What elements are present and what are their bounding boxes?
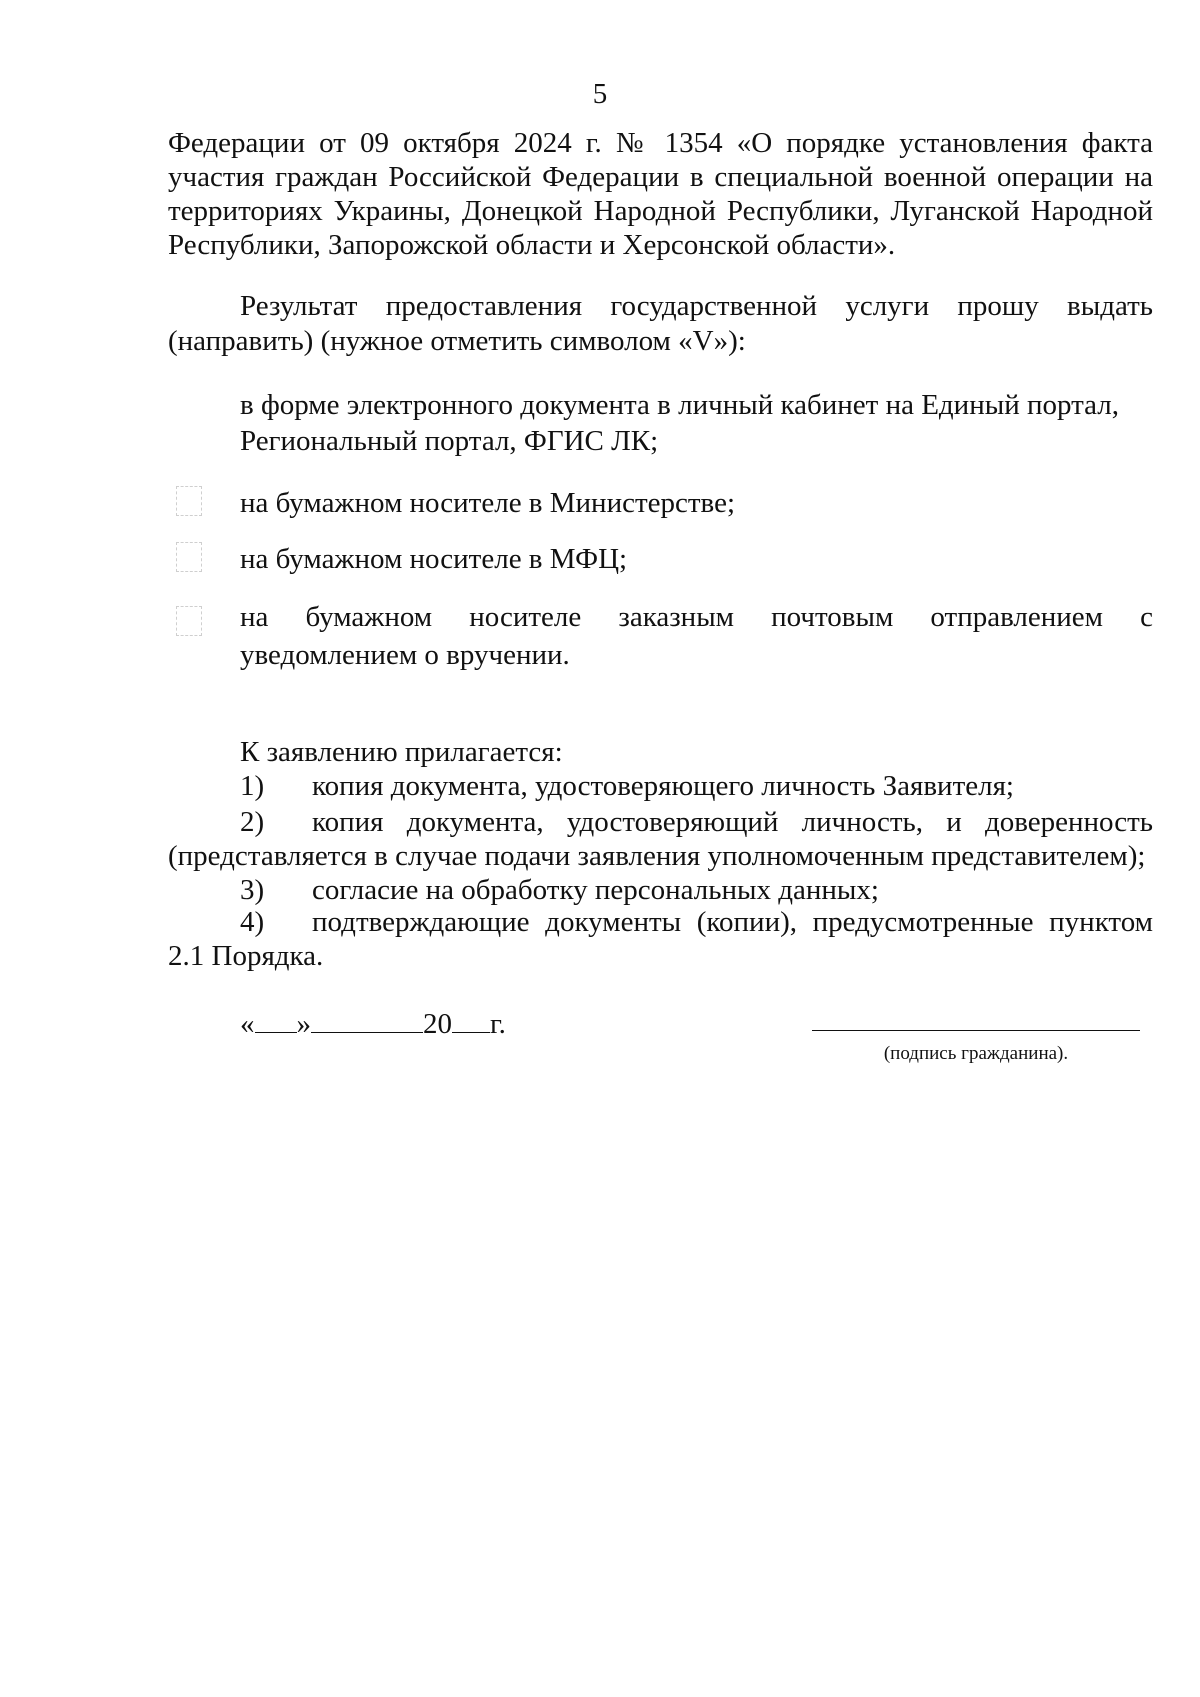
intro-line-3: территориях Украины, Донецкой Народной Республики, Луганской Народной xyxy=(168,195,1153,227)
attachment-text: согласие на обработку персональных данных; xyxy=(312,874,879,906)
signature-caption: (подпись гражданина). xyxy=(883,1043,1069,1064)
day-blank[interactable] xyxy=(255,1031,297,1033)
checkbox-ministry[interactable] xyxy=(176,486,202,516)
intro-line-2: участия граждан Российской Федерации в специальной военной операции на xyxy=(168,161,1153,193)
date-field xyxy=(240,1008,506,1041)
attachment-text: копия документа, удостоверяющего личность Заявителя; xyxy=(312,770,1014,802)
attachment-text: копия документа, удостоверяющий личность, и доверенность xyxy=(312,806,1153,838)
attachment-number: 3) xyxy=(240,874,265,906)
month-blank[interactable] xyxy=(311,1031,423,1033)
option-electronic-line-1: в форме электронного документа в личный кабинет на Единый портал, xyxy=(240,389,1119,421)
attachments-heading: К заявлению прилагается: xyxy=(240,736,563,768)
attachment-continuation: 2.1 Порядка. xyxy=(168,940,324,972)
century: 20 xyxy=(423,1008,452,1040)
result-line-2: (направить) (нужное отметить символом «V»): xyxy=(168,325,746,357)
attachment-text: подтверждающие документы (копии), предусмотренные пунктом xyxy=(312,906,1153,938)
attachment-continuation: (представляется в случае подачи заявления уполномоченным представителем); xyxy=(168,840,1146,872)
open-quote: « xyxy=(240,1008,255,1040)
year-blank[interactable] xyxy=(452,1031,490,1033)
page-number: 5 xyxy=(592,78,608,110)
signature-line[interactable] xyxy=(812,1030,1140,1031)
intro-line-1: Федерации от 09 октября 2024 г. № 1354 «О порядке установления факта xyxy=(168,127,1153,159)
checkbox-electronic[interactable] xyxy=(176,388,202,418)
result-line-1: Результат предоставления государственной услуги прошу выдать xyxy=(240,290,1153,322)
option-electronic-line-2: Региональный портал, ФГИС ЛК; xyxy=(240,425,659,457)
year-suffix: г. xyxy=(490,1008,506,1040)
attachment-number: 2) xyxy=(240,806,265,838)
checkbox-mail[interactable] xyxy=(176,606,202,636)
intro-line-4: Республики, Запорожской области и Херсонской области». xyxy=(168,229,896,261)
close-quote: » xyxy=(296,1008,311,1040)
option-mail-line-2: уведомлением о вручении. xyxy=(240,639,570,671)
attachment-number: 1) xyxy=(240,770,265,802)
checkbox-mfc[interactable] xyxy=(176,542,202,572)
option-ministry: на бумажном носителе в Министерстве; xyxy=(240,487,736,519)
attachment-number: 4) xyxy=(240,906,265,938)
option-mfc: на бумажном носителе в МФЦ; xyxy=(240,543,628,575)
option-mail-line-1: на бумажном носителе заказным почтовым отправлением с xyxy=(240,601,1153,633)
